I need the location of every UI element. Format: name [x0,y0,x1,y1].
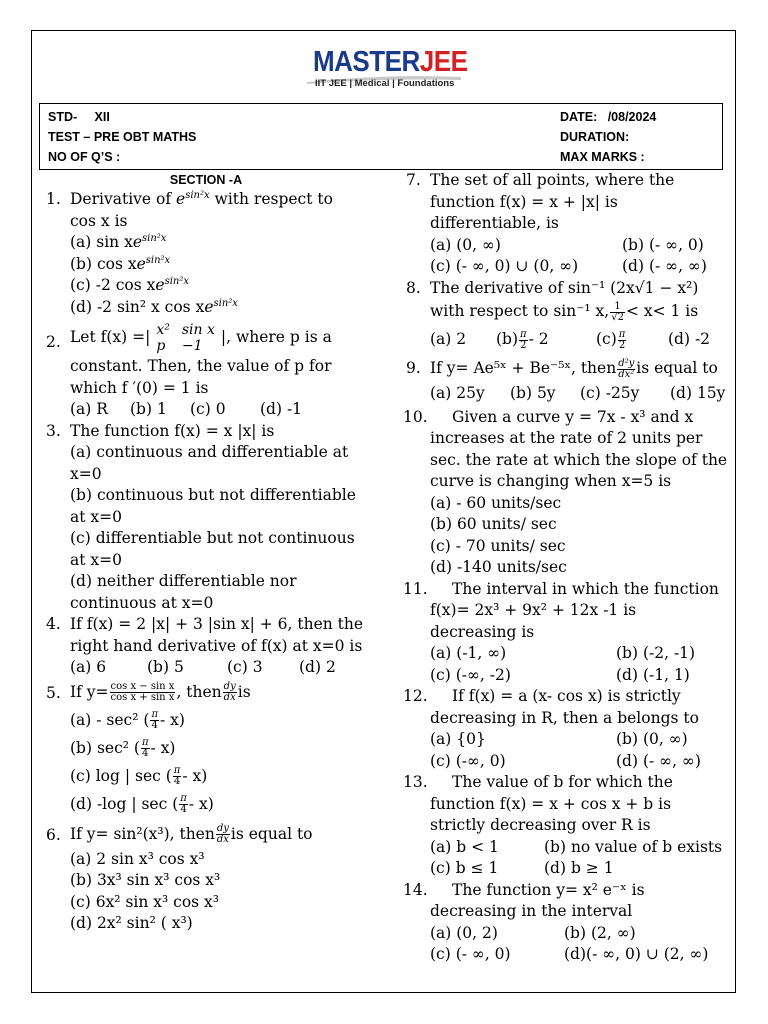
test-name: TEST – PRE OBT MATHS [48,130,197,144]
option-d: (d) -2 sin² x $\cos xe^{sin^2x}$ [70,297,238,316]
question-6: 6. If y= sin²(x³), then $\frac{dy}{dx}$ is equal to (a) 2 sin x³ cos x³ (b) 3x³ sin x³ cos x³ (c) 6x² sin x³ cos x³ (d) 2x² sin² ( x³) [46,823,313,932]
option-c: (c) -2 $\cos xe^{sin^2x}$ [70,275,189,294]
question-5: 5. If y= $\frac{\text{cos x − sin x}}{\text{cos x + sin x}}$ , then $\frac{dy}{dx}$ is (a) - sec² ( $\frac{\pi}{4}$ - x) (b) sec² ( $\frac{\pi}{4}$ - x) (c) log | sec ( $\frac{\pi}{4}$ - x) (d) -log | sec ( $\frac{\pi}{4}$ - x) [46,681,251,815]
question-2: 2. Let f(x) =| x² sin x p −1 |, where p is a constant. Then, the value of p for which f ′(0) = 1 is (a) R (b) 1 (c) 0 (d) -1 [46,322,332,418]
question-9: 9. If y= Ae⁵ˣ + Be⁻⁵ˣ, then $\frac{\text{d²y}}{\text{dx²}}$ is equal to (a) 25y (b) 5y (c) -25y (d) 15y [406,357,726,402]
question-8: 8. The derivative of sin⁻¹ (2x√1 − x²) with respect to sin⁻¹ x, $\frac{1}{√2}$ < x< 1 is (a) 2 (b) $\frac{\pi}{2}$ - 2 (c) $\frac{\pi}{2}$ (d) -2 [406,278,711,351]
question-4: 4. If f(x) = 2 |x| + 3 |sin x| + 6, then the right hand derivative of f(x) at x=0 is (a) 6 (b) 5 (c) 3 (d) 2 [46,615,364,676]
section-title: SECTION -A [169,173,243,187]
question-count: NO OF Q’S : [48,150,121,164]
brand-name: MASTERJEE [313,44,468,78]
option-a: (a) $\sin xe^{sin^2x}$ [70,232,167,251]
question-12: 12. If f(x) = a (x- cos x) is strictly decreasing in R, then a belongs to (a) {0} (b) (0, ∞) (c) (-∞, 0) (d) (- ∞, ∞) [403,687,701,770]
date-label: DATE: /08/2024 [560,110,657,124]
duration-label: DURATION: [560,130,630,144]
question-13: 13. The value of b for which the function f(x) = x + cos x + b is strictly decreasing over R is (a) b < 1 (b) no value of b exists (c) b ≤ 1 (d) b ≥ 1 [403,773,723,877]
max-marks-label: MAX MARKS : [560,150,645,164]
determinant: x² sin x p −1 [156,322,215,354]
left-column [46,171,366,935]
question-1: 1. Derivative of $e^{sin^2x}$ with respect to cos x is (a) $\sin xe^{sin^2x}$ (b) $\cos xe^{sin^2x}$ (c) -2 $\cos xe^{sin^2x}$ (d) -2 sin² x $\cos xe^{sin^2x}$ [46,189,366,318]
question-3: 3. The function f(x) = x |x| is (a) continuous and differentiable at x=0 (b) continuous but not differentiable at x=0 (c) differentiable but not continuous at x=0 (d) neither differentiable nor continuous at x=0 [46,421,356,612]
test-header [39,103,723,170]
question-11: 11. The interval in which the function f(x)= 2x³ + 9x² + 12x -1 is decreasing is (a) (-1, ∞) (b) (-2, -1) (c) (-∞, -2) (d) (-1, 1) [403,579,719,684]
std-label: STD- XII [48,110,110,124]
right-column [403,170,728,966]
question-10: 10. Given a curve y = 7x - x³ and x increases at the rate of 2 units per sec. the rate at which the slope of the curve is changing when x=5 is (a) - 60 units/sec (b) 60 units/ sec (c) - 70 units/ sec (d) -140 units/sec [403,407,728,576]
question-14: 14. The function y= x² e⁻ˣ is decreasing in the interval (a) (0, 2) (b) (2, ∞) (c) (- ∞, 0) (d)(- ∞, 0) ∪ (2, ∞) [403,880,709,963]
brand-logo [305,44,468,94]
option-b: (b) $\cos xe^{sin^2x}$ [70,254,171,273]
brand-tagline: IIT JEE | Medical | Foundations [315,78,455,89]
question-7: 7. The set of all points, where the function f(x) = x + |x| is differentiable, is (a) (0, ∞) (b) (- ∞, 0) (c) (- ∞, 0) ∪ (0, ∞) (d) (- ∞, ∞) [406,171,707,275]
